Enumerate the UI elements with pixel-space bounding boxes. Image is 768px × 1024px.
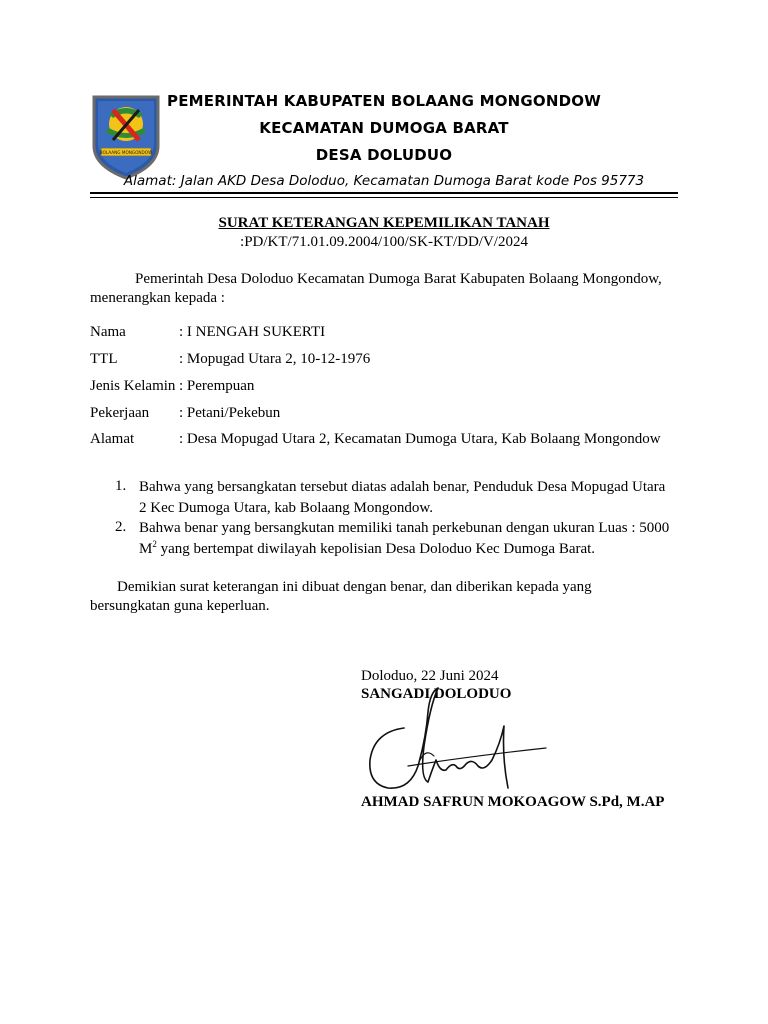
field-value-occupation: : Petani/Pekebun [179, 405, 281, 421]
point-2-line-2-rest: yang bertempat diwilayah kepolisian Desa Doloduo Kec Dumoga Barat. [156, 541, 596, 557]
field-value-address: : Desa Mopugad Utara 2, Kecamatan Dumoga Utara, Kab Bolaang Mongondow [179, 431, 661, 447]
point-2-line-2 [139, 539, 595, 560]
field-label-occupation: Pekerjaan [90, 405, 150, 421]
field-label-address: Alamat [90, 431, 135, 447]
field-value-gender: : Perempuan [179, 378, 255, 394]
area-unit: M [139, 541, 153, 557]
area-unit-exponent: 2 [152, 539, 157, 549]
intro-line-1: Pemerintah Desa Doloduo Kecamatan Dumoga Barat Kabupaten Bolaang Mongondow, [135, 271, 662, 287]
point-number: 1. [115, 478, 127, 494]
letterhead-village: DESA DOLUDUO [315, 146, 453, 164]
field-value-name: : I NENGAH SUKERTI [179, 324, 326, 340]
point-2-line-1: Bahwa benar yang bersangkutan memiliki tanah perkebunan dengan ukuran Luas : 5000 [139, 520, 670, 536]
letterhead-divider-thin [90, 197, 678, 198]
handwritten-signature [362, 686, 552, 796]
document-number: :PD/KT/71.01.09.2004/100/SK-KT/DD/V/2024 [240, 234, 528, 250]
point-1-line-2: 2 Kec Dumoga Utara, kab Bolaang Mongondow. [139, 500, 433, 516]
signature-place-date: Doloduo, 22 Juni 2024 [361, 668, 499, 684]
document-title: SURAT KETERANGAN KEPEMILIKAN TANAH [218, 215, 550, 231]
closing-line-2: bersungkatan guna keperluan. [90, 598, 270, 614]
point-number: 2. [115, 519, 127, 535]
letterhead-address: Alamat: Jalan AKD Desa Doloduo, Kecamatan Dumoga Barat kode Pos 95773 [123, 173, 645, 189]
svg-text:BOLAANG MONGONDOW: BOLAANG MONGONDOW [99, 150, 153, 155]
letterhead-district: KECAMATAN DUMOGA BARAT [259, 119, 509, 137]
field-label-name: Nama [90, 324, 126, 340]
field-label-gender: Jenis Kelamin [90, 378, 176, 394]
field-label-birth: TTL [90, 351, 118, 367]
signature-role: SANGADI DOLODUO [361, 686, 512, 702]
letterhead-divider-thick [90, 192, 678, 194]
intro-line-2: menerangkan kepada : [90, 290, 225, 306]
point-1-line-1: Bahwa yang bersangkatan tersebut diatas adalah benar, Penduduk Desa Mopugad Utara [139, 479, 666, 495]
closing-line-1: Demikian surat keterangan ini dibuat dengan benar, dan diberikan kepada yang [117, 579, 592, 595]
field-value-birth: : Mopugad Utara 2, 10-12-1976 [179, 351, 371, 367]
letterhead-government: PEMERINTAH KABUPATEN BOLAANG MONGONDOW [167, 92, 601, 110]
signatory-name: AHMAD SAFRUN MOKOAGOW S.Pd, M.AP [361, 794, 665, 810]
